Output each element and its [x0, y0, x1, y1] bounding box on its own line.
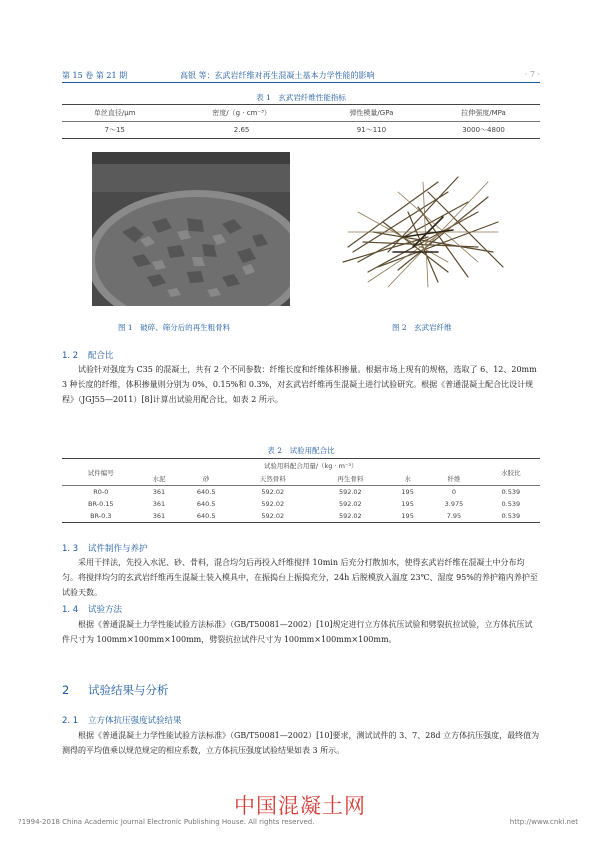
table2-subheader: 纤维 — [447, 475, 461, 483]
figure1-photo — [92, 152, 290, 306]
figure2-caption: 图 2 玄武岩纤维 — [392, 323, 452, 332]
table1-cell: 2.65 — [233, 126, 250, 134]
table2-subheader: 水 — [404, 475, 411, 483]
table2-cell: 592.02 — [338, 500, 362, 508]
watermark-logo: 中国混凝土网 — [234, 794, 366, 818]
section-number: 1. 3 — [62, 544, 79, 554]
article-running-title: 高银 等：玄武岩纤维对再生混凝土基本力学性能的影响 — [180, 71, 375, 80]
table2-cell: 7.95 — [446, 512, 462, 520]
section-2-1-heading — [62, 714, 182, 726]
table2-cell: 0.539 — [501, 488, 521, 496]
table2-cell: 3.975 — [444, 500, 464, 508]
table-row — [62, 122, 540, 139]
copyright-text: ?1994-2018 China Academic Journal Electronic Publishing House. All rights reserved. — [18, 818, 315, 826]
section-title: 试验结果与分析 — [88, 683, 169, 697]
table2-cell: 592.02 — [261, 488, 285, 496]
footer — [18, 818, 578, 826]
table2-header-id: 试件编号 — [62, 459, 140, 486]
section-2-1-paragraph: 根据《普通混凝土力学性能试验方法标准》（GB/T50081—2002）[10]要求，测试试件的 3、7、28d 立方体抗压强度，最终值为测得的平均值乘以规范规定的相应系数，立方体抗压强度试验结果如表 3 所示。 — [62, 731, 540, 756]
table2-cell: 592.02 — [338, 512, 362, 520]
table1-header: 单丝直径/μm — [93, 109, 136, 117]
section-number: 1. 4 — [62, 605, 79, 615]
section-number: 2 — [62, 683, 70, 697]
table1-header: 拉伸强度/MPa — [461, 109, 506, 117]
table2-cell: 361 — [152, 488, 166, 496]
table2-subheader: 再生骨料 — [337, 475, 364, 483]
section-title: 试验方法 — [88, 605, 123, 615]
section-title: 配合比 — [88, 351, 114, 361]
table1-cell: 7～15 — [104, 126, 125, 134]
section-number: 2. 1 — [62, 716, 79, 726]
header-rule — [62, 82, 540, 83]
table2-cell: 592.02 — [338, 488, 362, 496]
table2-subheader: 天然骨料 — [259, 475, 286, 483]
table2-cell: 361 — [152, 500, 166, 508]
table-row — [62, 510, 540, 523]
figure1-caption: 图 1 破碎、筛分后的再生粗骨料 — [118, 323, 231, 332]
table1 — [62, 104, 540, 139]
table1-caption: 表 1 玄武岩纤维性能指标 — [256, 93, 346, 102]
section-1-4-heading — [62, 603, 122, 615]
journal-issue: 第 15 卷 第 21 期 — [62, 71, 128, 80]
table2-cell: 0 — [451, 488, 456, 496]
table2-cell: BR-0.3 — [90, 512, 112, 520]
table2-cell: 640.5 — [196, 488, 216, 496]
section-1-3-paragraph: 采用干拌法，先投入水泥、砂、骨料，混合均匀后再投入纤维搅拌 10min 后充分打散加水，使得玄武岩纤维在混凝土中分布均匀。将搅拌均匀的玄武岩纤维再生混凝土装入模具中，在振捣台上振捣充分，24h 后脱模放入温度 23℃、湿度 95%的养护箱内养护至试验天数。 — [62, 558, 538, 598]
table2-cell: 195 — [401, 488, 414, 496]
table2-cell: 640.5 — [196, 500, 216, 508]
table1-header: 密度/（g · cm⁻³） — [212, 109, 271, 117]
table2-cell: 592.02 — [261, 500, 285, 508]
table2-cell: 0.539 — [501, 512, 521, 520]
table2-cell: 195 — [401, 512, 414, 520]
table2-subheader: 砂 — [202, 475, 210, 483]
table2-cell: R0-0 — [93, 488, 109, 496]
section-1-3-heading — [62, 542, 148, 554]
page-number: · 7 · — [524, 70, 540, 79]
figure2-photo — [328, 152, 518, 306]
table2-subheader: 水泥 — [152, 475, 166, 483]
footer-link[interactable]: http://www.cnki.net — [509, 818, 578, 826]
section-1-4-paragraph: 根据《普通混凝土力学性能试验方法标准》（GB/T50081—2002）[10]规定进行立方体抗压试验和劈裂抗拉试验，立方体抗压试件尺寸为 100mm×100mm×100mm，劈裂抗拉试件尺寸为 100mm×100mm×100mm。 — [62, 620, 533, 645]
table2-cell: 640.5 — [196, 512, 216, 520]
table2-cell: 195 — [401, 500, 414, 508]
section-1-2-paragraph: 试验针对强度为 C35 的混凝土，共有 2 个不同参数：纤维长度和纤维体积掺量。根据市场上现有的规格，选取了 6、12、20mm 3 种长度的纤维，体积掺量则分别为 0%、0.15%和 0.3%，对玄武岩纤维再生混凝土进行试验研究。根据《普通混凝土配合比设计规程》（JGJ55—2011）[8]计算出试验用配合比，如表 2 所示。 — [62, 365, 537, 405]
table2-cell: 361 — [152, 512, 166, 520]
table2-cell: 592.02 — [261, 512, 285, 520]
table2-header-ratio: 水胶比 — [482, 459, 540, 486]
section-1-2-heading — [62, 349, 114, 361]
table2-cell: BR-0.15 — [88, 500, 114, 508]
table2-cell: 0.539 — [501, 500, 521, 508]
section-title: 试件制作与养护 — [88, 544, 148, 554]
table2-header-group: 试验用料配合用量/（kg · m⁻³） — [263, 462, 358, 470]
table2-caption: 表 2 试验用配合比 — [267, 446, 335, 455]
table1-header: 弹性模量/GPa — [349, 109, 394, 117]
table2 — [62, 458, 540, 523]
table1-cell: 91～110 — [356, 126, 387, 134]
section-title: 立方体抗压强度试验结果 — [88, 716, 182, 726]
table1-cell: 3000～4800 — [462, 126, 505, 134]
section-number: 1. 2 — [62, 351, 79, 361]
section-2-heading — [62, 682, 169, 698]
table-row — [62, 498, 540, 510]
table-row — [62, 486, 540, 499]
